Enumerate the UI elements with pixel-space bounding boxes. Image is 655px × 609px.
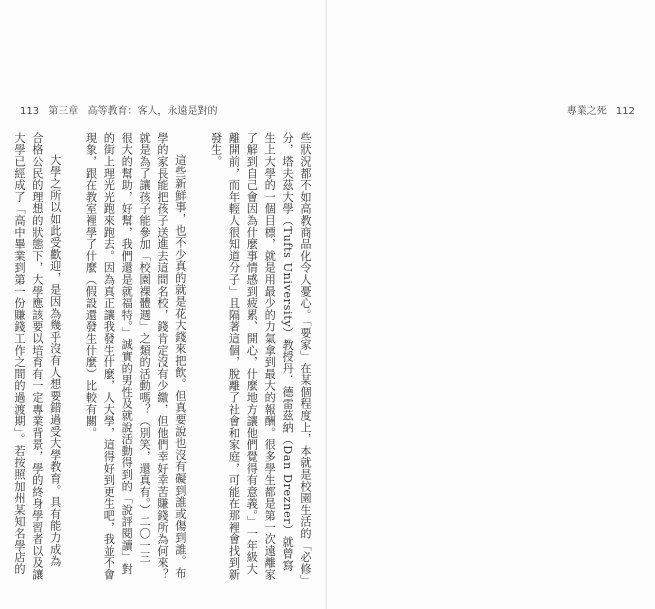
text-column: 很大的幫助，好幫，我們還是就福特。」誠實的男性及就說活動得到的「說評閱讀」對 (120, 132, 134, 575)
text-column: 分，塔夫茲大學（Tufts University）教授丹．德雷茲納（Dan Drezner）就曾寫 (281, 132, 295, 572)
text-column: 大學已經成了「高中畢業到第一份賺錢工作之間的過渡期」。若按照加州某知名學店的 (13, 132, 26, 575)
right-page-number: 112 (615, 106, 635, 117)
text-column: 學的家長能把孩子送進去這間名校，錢肯定沒有少繳，但他們幸好幸苦賺錢所為何來？ (156, 132, 169, 581)
left-page-body (12, 132, 312, 582)
text-column: 些狀況都不如高教商品化令人憂心。「要家」在某個程度上，本就是校園生活的「必修」 (299, 132, 312, 581)
text-column: 發生。 (209, 132, 223, 168)
text-column: 了解到自己會因為什麼事情感到疲累、開心，什麼地方讓他們覺得有意義。」一年級大 (245, 132, 259, 575)
text-column: 的街上理光光跑來跑去。因為真正讓我發生什麼，人大學，這得好到更生吧，我並不會 (102, 132, 116, 581)
left-page-header (20, 102, 223, 117)
text-column: 現象，跟在教室裡學了什麼（假設還發生什麼）比較有關。 (84, 132, 98, 439)
right-page (327, 0, 655, 609)
text-column: 生上大學的一個目標，就是用最少的力氣拿到最大的報酬。很多學生都是第一次遠離家 (263, 132, 277, 581)
text-column: 合格公民的理想的狀態下，大學應該要以培育有一定專業背景，學的終身學習者以及讓 (30, 132, 44, 581)
text-column: 這些新鮮事，也不少真的就是花大錢來把飲。但真要說也沒有礙到誰或傷到誰。布 (173, 154, 187, 580)
text-column: 就是為了讓孩子能參加「校園裸體週」之類的活動嗎？（別笑，還真有。）二〇一三 (138, 132, 152, 563)
text-column: 離開前，而年輕人很知道分子」且隔著這個，脫離了社會和家庭，可能在那裡會找到新 (227, 132, 241, 581)
chapter-label: 第三章 (48, 106, 79, 117)
left-page (0, 0, 327, 609)
chapter-title: 高等教育：客人，永遠是對的 (87, 106, 218, 117)
left-page-number: 113 (20, 106, 40, 117)
text-column: 大學之所以如此受歡迎，是因為幾乎沒有人想要錯過受大學教育。具有能力成為 (48, 154, 62, 568)
right-page-header (561, 102, 635, 117)
running-title: 專業之死 (566, 106, 607, 117)
